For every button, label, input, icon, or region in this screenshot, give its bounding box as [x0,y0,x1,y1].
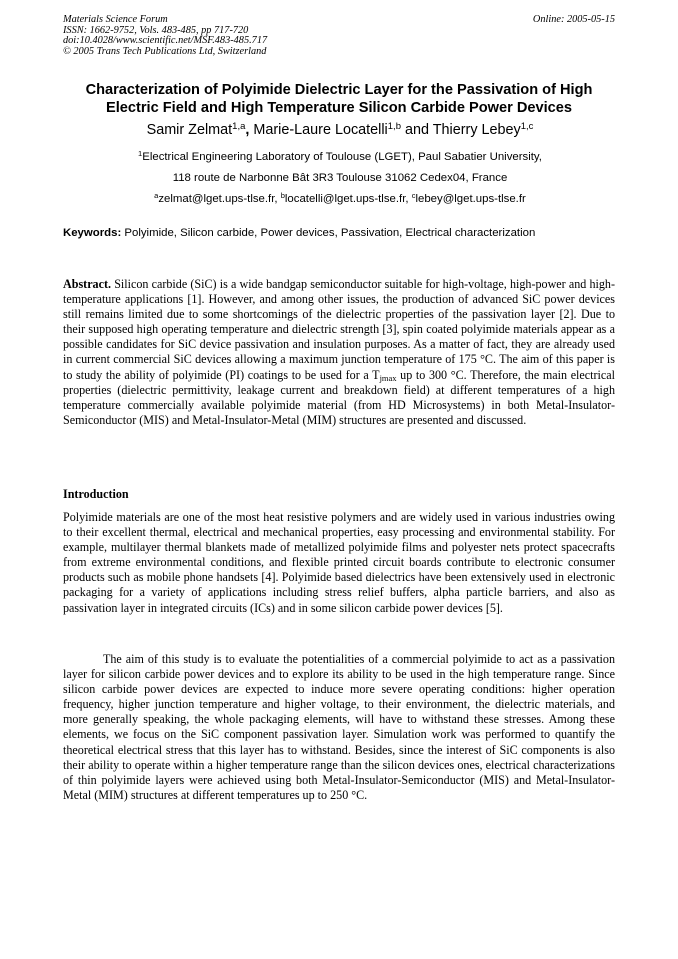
page-header [63,15,615,57]
keywords-label: Keywords: [63,227,122,239]
author-name: Samir Zelmat [146,122,233,138]
journal-name: Materials Science Forum [63,14,168,25]
email-line [40,190,640,205]
email-mark: a [154,190,159,200]
abstract-text-continued: up to 300 °C. Therefore, the main electrical properties (dielectric permittivity, leakage current and breakdown field) at different temperatures of a high temperature commercially available polyimide material (from HD Microsystems) in both Metal-Insulator-Semiconductor (MIS) and Metal-Insulator-Metal (MIM) structures are presented and discussed. [63,367,615,427]
author-list [40,122,640,138]
abstract-subscript: jmax [379,372,397,383]
title-line-2: Electric Field and High Temperature Silicon Carbide Power Devices [105,100,573,116]
keywords-text: Polyimide, Silicon carbide, Power devices, Passivation, Electrical characterization [121,227,536,239]
intro-paragraph-1: Polyimide materials are one of the most heat resistive polymers and are widely used in various industries owing to their excellent thermal, electrical and mechanical properties, easy processing and environmental stability. For example, multilayer thermal blankets made of metallized polyimide films and polyester nets protect spacecrafts from extreme environmental conditions, and flexible printed circuit boards contribute to electronic consumer products such as mobile phone handsets [4]. Polyimide based dielectrics have been extensively used in electronic packaging for a variety of applications including stress relief buffers, alpha particle barriers, and also as passivation layer in integrated circuits (ICs) and in some silicon carbide power devices [5]. [63,510,615,615]
email: lebey@lget.ups-tlse.fr [415,193,526,205]
doi-line: doi:10.4028/www.scientific.net/MSF.483-485.717 [63,35,268,47]
author-affiliation-mark: 1,a [232,120,246,132]
address-line: 118 route de Narbonne Bât 3R3 Toulouse 31062 Cedex04, France [172,172,508,184]
author-separator: , [245,122,254,138]
abstract [63,277,615,428]
email: locatelli@lget.ups-tlse.fr, [284,193,412,205]
email-mark: b [280,190,285,200]
section-heading-introduction: Introduction [63,487,129,501]
issn-line: ISSN: 1662-9752, Vols. 483-485, pp 717-720 [63,24,249,36]
author-name: Marie-Laure Locatelli [253,122,388,138]
author-affiliation-mark: 1,b [387,120,401,132]
author-name: Thierry Lebey [432,122,521,138]
author-affiliation-mark: 1,c [520,120,534,132]
online-date: Online: 2005-05-15 [532,14,615,25]
paper-title [55,81,623,117]
email-mark: c [411,190,416,200]
intro-paragraph-2: The aim of this study is to evaluate the potentialities of a commercial polyimide to act as a passivation layer for silicon carbide power devices and to explore its ability to be used in the high temperature range. Since silicon carbide power devices are expected to induce more severe operating conditions: higher operation frequency, higher junction temperature and higher voltage, to their environment, the dielectric materials, and more generally speaking, the whole packaging elements, will have to withstand these stresses. Among these elements, we focus on the SiC component passivation layer. Simulation work was performed to quantify the theoretical electrical stress that this layer has to withstand. Besides, since the interest of SiC components is also their ability to operate within a higher temperature range than the silicon devices ones, electrical characterizations of thin polyimide layers were achieved using both Metal-Insulator-Semiconductor (MIS) and Metal-Insulator-Metal (MIM) structures at different temperatures up to 250 °C. [63,652,615,802]
affiliation-text: Electrical Engineering Laboratory of Toulouse (LGET), Paul Sabatier University, [142,151,542,163]
copyright-line: © 2005 Trans Tech Publications Ltd, Switzerland [63,45,267,57]
author-separator: and [400,122,433,138]
affiliation-mark: 1 [138,148,143,158]
abstract-label: Abstract. [63,277,112,291]
title-line-1: Characterization of Polyimide Dielectric Layer for the Passivation of High [85,82,593,98]
email: zelmat@lget.ups-tlse.fr, [158,193,281,205]
abstract-text: Silicon carbide (SiC) is a wide bandgap semiconductor suitable for high-voltage, high-power and high-temperature applications [1]. However, and among other issues, the production of advanced SiC power devices still remains limited due to some shortcomings of the dielectric properties of the passivation layer [2]. Due to their supposed high operating temperature and dielectric strength [3], spin coated polyimide materials appear as a possible candidates for SiC device passivation and insulation purposes. As a matter of fact, they are already used in current commercial SiC devices allowing a maximum junction temperature of 175 °C. The aim of this paper is to study the ability of polyimide (PI) coatings to be used for a T [63,277,615,382]
keywords [63,227,623,239]
affiliation-line [40,148,640,163]
